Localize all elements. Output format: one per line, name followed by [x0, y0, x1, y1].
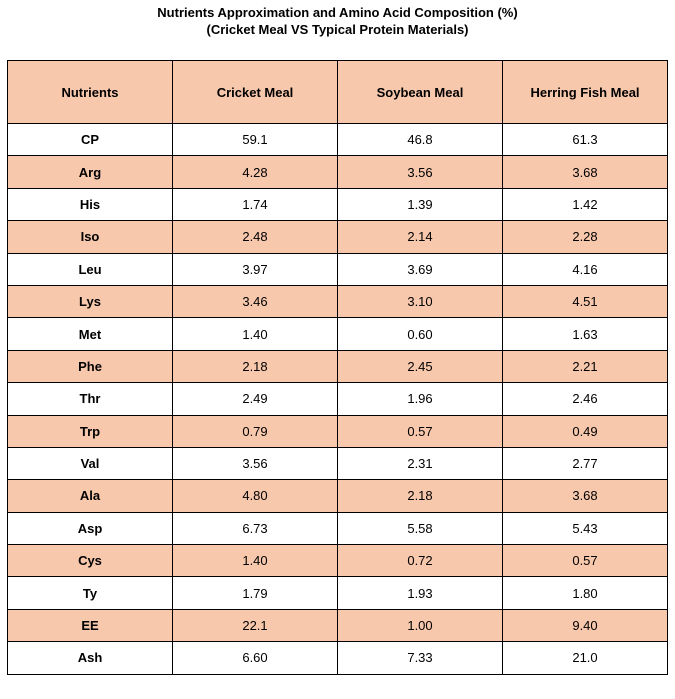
header-herring-fish-meal: Herring Fish Meal: [503, 61, 668, 124]
cell-cricket-meal: 1.40: [173, 318, 338, 350]
table-body: [8, 124, 668, 675]
cell-cricket-meal: 0.79: [173, 415, 338, 447]
cell-cricket-meal: 3.97: [173, 253, 338, 285]
table-row: [8, 124, 668, 156]
table-row: [8, 383, 668, 415]
header-row: [8, 61, 668, 124]
cell-nutrient: Ala: [8, 480, 173, 512]
cell-herring-fish-meal: 2.28: [503, 221, 668, 253]
cell-cricket-meal: 2.48: [173, 221, 338, 253]
cell-herring-fish-meal: 0.49: [503, 415, 668, 447]
table-row: [8, 350, 668, 382]
cell-cricket-meal: 4.80: [173, 480, 338, 512]
cell-herring-fish-meal: 1.63: [503, 318, 668, 350]
cell-herring-fish-meal: 61.3: [503, 124, 668, 156]
cell-herring-fish-meal: 4.16: [503, 253, 668, 285]
table-row: [8, 415, 668, 447]
cell-nutrient: CP: [8, 124, 173, 156]
cell-nutrient: EE: [8, 609, 173, 641]
cell-herring-fish-meal: 2.21: [503, 350, 668, 382]
cell-nutrient: Met: [8, 318, 173, 350]
cell-nutrient: Lys: [8, 285, 173, 317]
cell-soybean-meal: 1.96: [338, 383, 503, 415]
cell-herring-fish-meal: 3.68: [503, 480, 668, 512]
cell-soybean-meal: 1.39: [338, 188, 503, 220]
cell-herring-fish-meal: 2.46: [503, 383, 668, 415]
cell-cricket-meal: 4.28: [173, 156, 338, 188]
cell-soybean-meal: 2.31: [338, 447, 503, 479]
cell-nutrient: Ty: [8, 577, 173, 609]
cell-nutrient: Trp: [8, 415, 173, 447]
cell-nutrient: Val: [8, 447, 173, 479]
cell-cricket-meal: 1.74: [173, 188, 338, 220]
cell-cricket-meal: 3.56: [173, 447, 338, 479]
cell-cricket-meal: 59.1: [173, 124, 338, 156]
cell-nutrient: Asp: [8, 512, 173, 544]
table-header: [8, 61, 668, 124]
cell-nutrient: Cys: [8, 545, 173, 577]
table-row: [8, 512, 668, 544]
table-row: [8, 253, 668, 285]
cell-cricket-meal: 22.1: [173, 609, 338, 641]
table-title: [0, 4, 675, 38]
cell-nutrient: Ash: [8, 642, 173, 674]
cell-soybean-meal: 46.8: [338, 124, 503, 156]
header-cricket-meal: Cricket Meal: [173, 61, 338, 124]
cell-cricket-meal: 1.79: [173, 577, 338, 609]
cell-herring-fish-meal: 5.43: [503, 512, 668, 544]
table-row: [8, 642, 668, 674]
table-row: [8, 480, 668, 512]
table-row: [8, 221, 668, 253]
cell-cricket-meal: 6.73: [173, 512, 338, 544]
table-row: [8, 156, 668, 188]
nutrient-composition-table: [7, 60, 668, 675]
cell-nutrient: Arg: [8, 156, 173, 188]
cell-soybean-meal: 3.10: [338, 285, 503, 317]
title-line-2: (Cricket Meal VS Typical Protein Materials): [206, 22, 469, 37]
cell-cricket-meal: 2.49: [173, 383, 338, 415]
cell-cricket-meal: 6.60: [173, 642, 338, 674]
cell-soybean-meal: 3.69: [338, 253, 503, 285]
cell-herring-fish-meal: 9.40: [503, 609, 668, 641]
header-soybean-meal: Soybean Meal: [338, 61, 503, 124]
table-row: [8, 318, 668, 350]
cell-nutrient: Thr: [8, 383, 173, 415]
table-row: [8, 577, 668, 609]
cell-nutrient: His: [8, 188, 173, 220]
cell-herring-fish-meal: 3.68: [503, 156, 668, 188]
cell-nutrient: Phe: [8, 350, 173, 382]
cell-herring-fish-meal: 1.42: [503, 188, 668, 220]
cell-cricket-meal: 3.46: [173, 285, 338, 317]
cell-herring-fish-meal: 21.0: [503, 642, 668, 674]
header-nutrients: Nutrients: [8, 61, 173, 124]
cell-cricket-meal: 2.18: [173, 350, 338, 382]
cell-herring-fish-meal: 1.80: [503, 577, 668, 609]
table-row: [8, 447, 668, 479]
table-row: [8, 545, 668, 577]
cell-soybean-meal: 0.60: [338, 318, 503, 350]
cell-soybean-meal: 2.14: [338, 221, 503, 253]
cell-soybean-meal: 2.18: [338, 480, 503, 512]
cell-soybean-meal: 2.45: [338, 350, 503, 382]
cell-herring-fish-meal: 0.57: [503, 545, 668, 577]
cell-soybean-meal: 0.57: [338, 415, 503, 447]
cell-cricket-meal: 1.40: [173, 545, 338, 577]
table-row: [8, 609, 668, 641]
cell-soybean-meal: 1.93: [338, 577, 503, 609]
cell-nutrient: Leu: [8, 253, 173, 285]
cell-soybean-meal: 0.72: [338, 545, 503, 577]
cell-soybean-meal: 7.33: [338, 642, 503, 674]
cell-soybean-meal: 5.58: [338, 512, 503, 544]
cell-soybean-meal: 3.56: [338, 156, 503, 188]
title-line-1: Nutrients Approximation and Amino Acid Composition (%): [157, 5, 518, 20]
cell-herring-fish-meal: 2.77: [503, 447, 668, 479]
table-row: [8, 188, 668, 220]
cell-herring-fish-meal: 4.51: [503, 285, 668, 317]
table-row: [8, 285, 668, 317]
cell-soybean-meal: 1.00: [338, 609, 503, 641]
cell-nutrient: Iso: [8, 221, 173, 253]
